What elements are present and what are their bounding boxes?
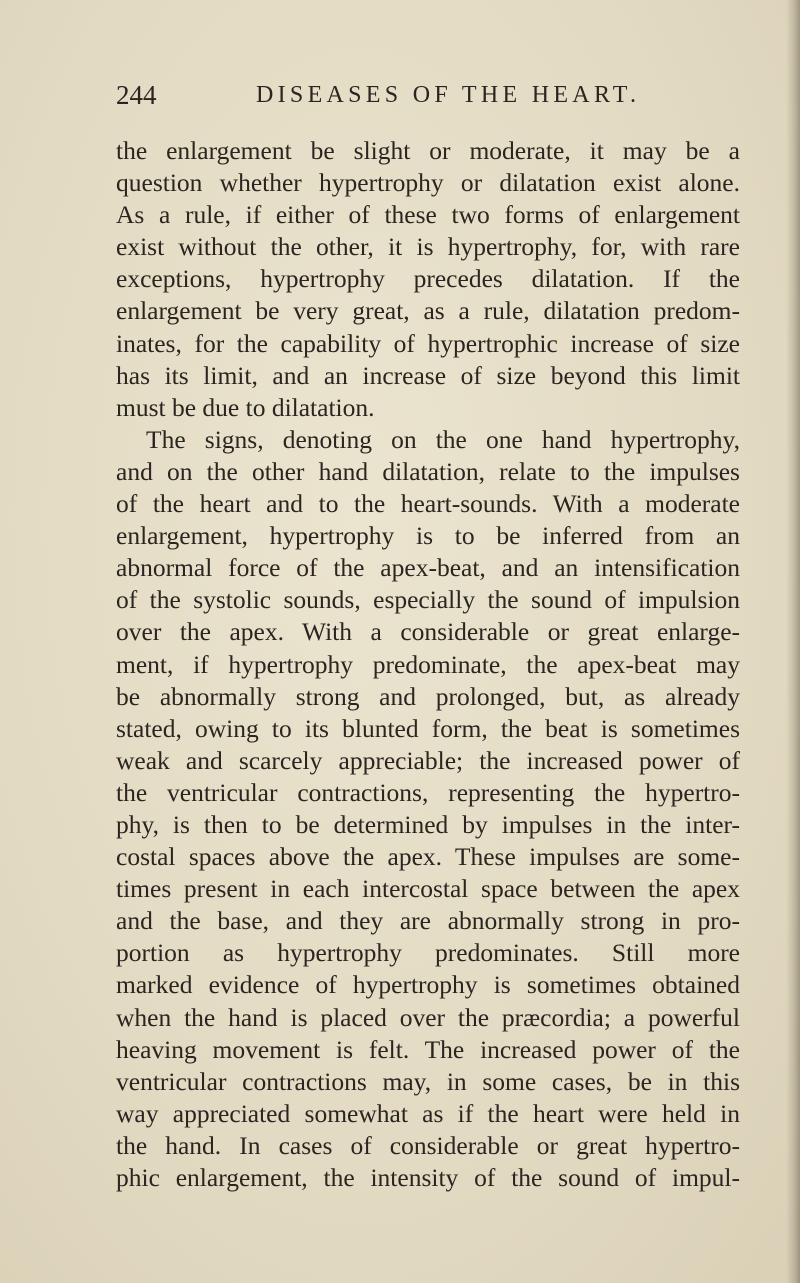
text-line: ment, if hypertrophy predominate, the apex-beat may [116,649,740,679]
text-line: and the base, and they are abnormally strong in pro- [116,906,740,936]
text-line: be abnormally strong and prolonged, but, as already [116,681,740,711]
text-line: the ventricular contractions, representing the hypertro- [116,777,740,807]
text-line: times present in each intercostal space between the apex [116,874,740,904]
page-number: 244 [116,80,157,110]
text-line: As a rule, if either of these two forms of enlargement [116,200,740,230]
text-line: ventricular contractions may, in some cases, be in this [116,1066,740,1096]
text-line: has its limit, and an increase of size beyond this limit [116,360,740,390]
text-line: inates, for the capability of hypertrophic increase of size [116,328,740,358]
text-line: enlargement be very great, as a rule, dilatation predom- [116,296,740,326]
text-line: the enlargement be slight or moderate, it may be a [116,136,740,165]
text-line: heaving movement is felt. The increased power of the [116,1034,740,1064]
body-text [116,135,740,1194]
text-line: when the hand is placed over the præcordia; a powerful [116,1002,740,1032]
text-line: enlargement, hypertrophy is to be inferred from an [116,521,740,551]
text-line: weak and scarcely appreciable; the increased power of [116,745,740,775]
page-edge-shadow [786,0,800,1283]
text-line: of the heart and to the heart-sounds. With a moderate [116,489,740,519]
text-line: way appreciated somewhat as if the heart were held in [116,1098,740,1128]
running-head: DISEASES OF THE HEART. [256,82,641,108]
text-line: phic enlargement, the intensity of the sound of impul- [116,1163,740,1192]
text-line: phy, is then to be determined by impulses in the inter- [116,809,740,839]
text-line: the hand. In cases of considerable or great hypertro- [116,1130,740,1160]
text-line: and on the other hand dilatation, relate to the impulses [116,456,740,486]
text-line: must be due to dilatation. [116,392,375,422]
text-line: question whether hypertrophy or dilatation exist alone. [116,168,740,198]
text-line: stated, owing to its blunted form, the beat is sometimes [116,713,740,743]
text-line: of the systolic sounds, especially the sound of impulsion [116,585,740,615]
text-line: portion as hypertrophy predominates. Still more [116,938,740,968]
text-line: abnormal force of the apex-beat, and an intensification [116,553,740,583]
page-header [116,80,756,120]
text-line: costal spaces above the apex. These impulses are some- [116,842,740,872]
text-line: exist without the other, it is hypertrophy, for, with rare [116,232,740,262]
text-line: exceptions, hypertrophy precedes dilatation. If the [116,264,740,294]
text-line: The signs, denoting on the one hand hypertrophy, [146,424,740,454]
text-line: marked evidence of hypertrophy is sometimes obtained [116,970,740,1000]
text-line: over the apex. With a considerable or great enlarge- [116,617,740,647]
